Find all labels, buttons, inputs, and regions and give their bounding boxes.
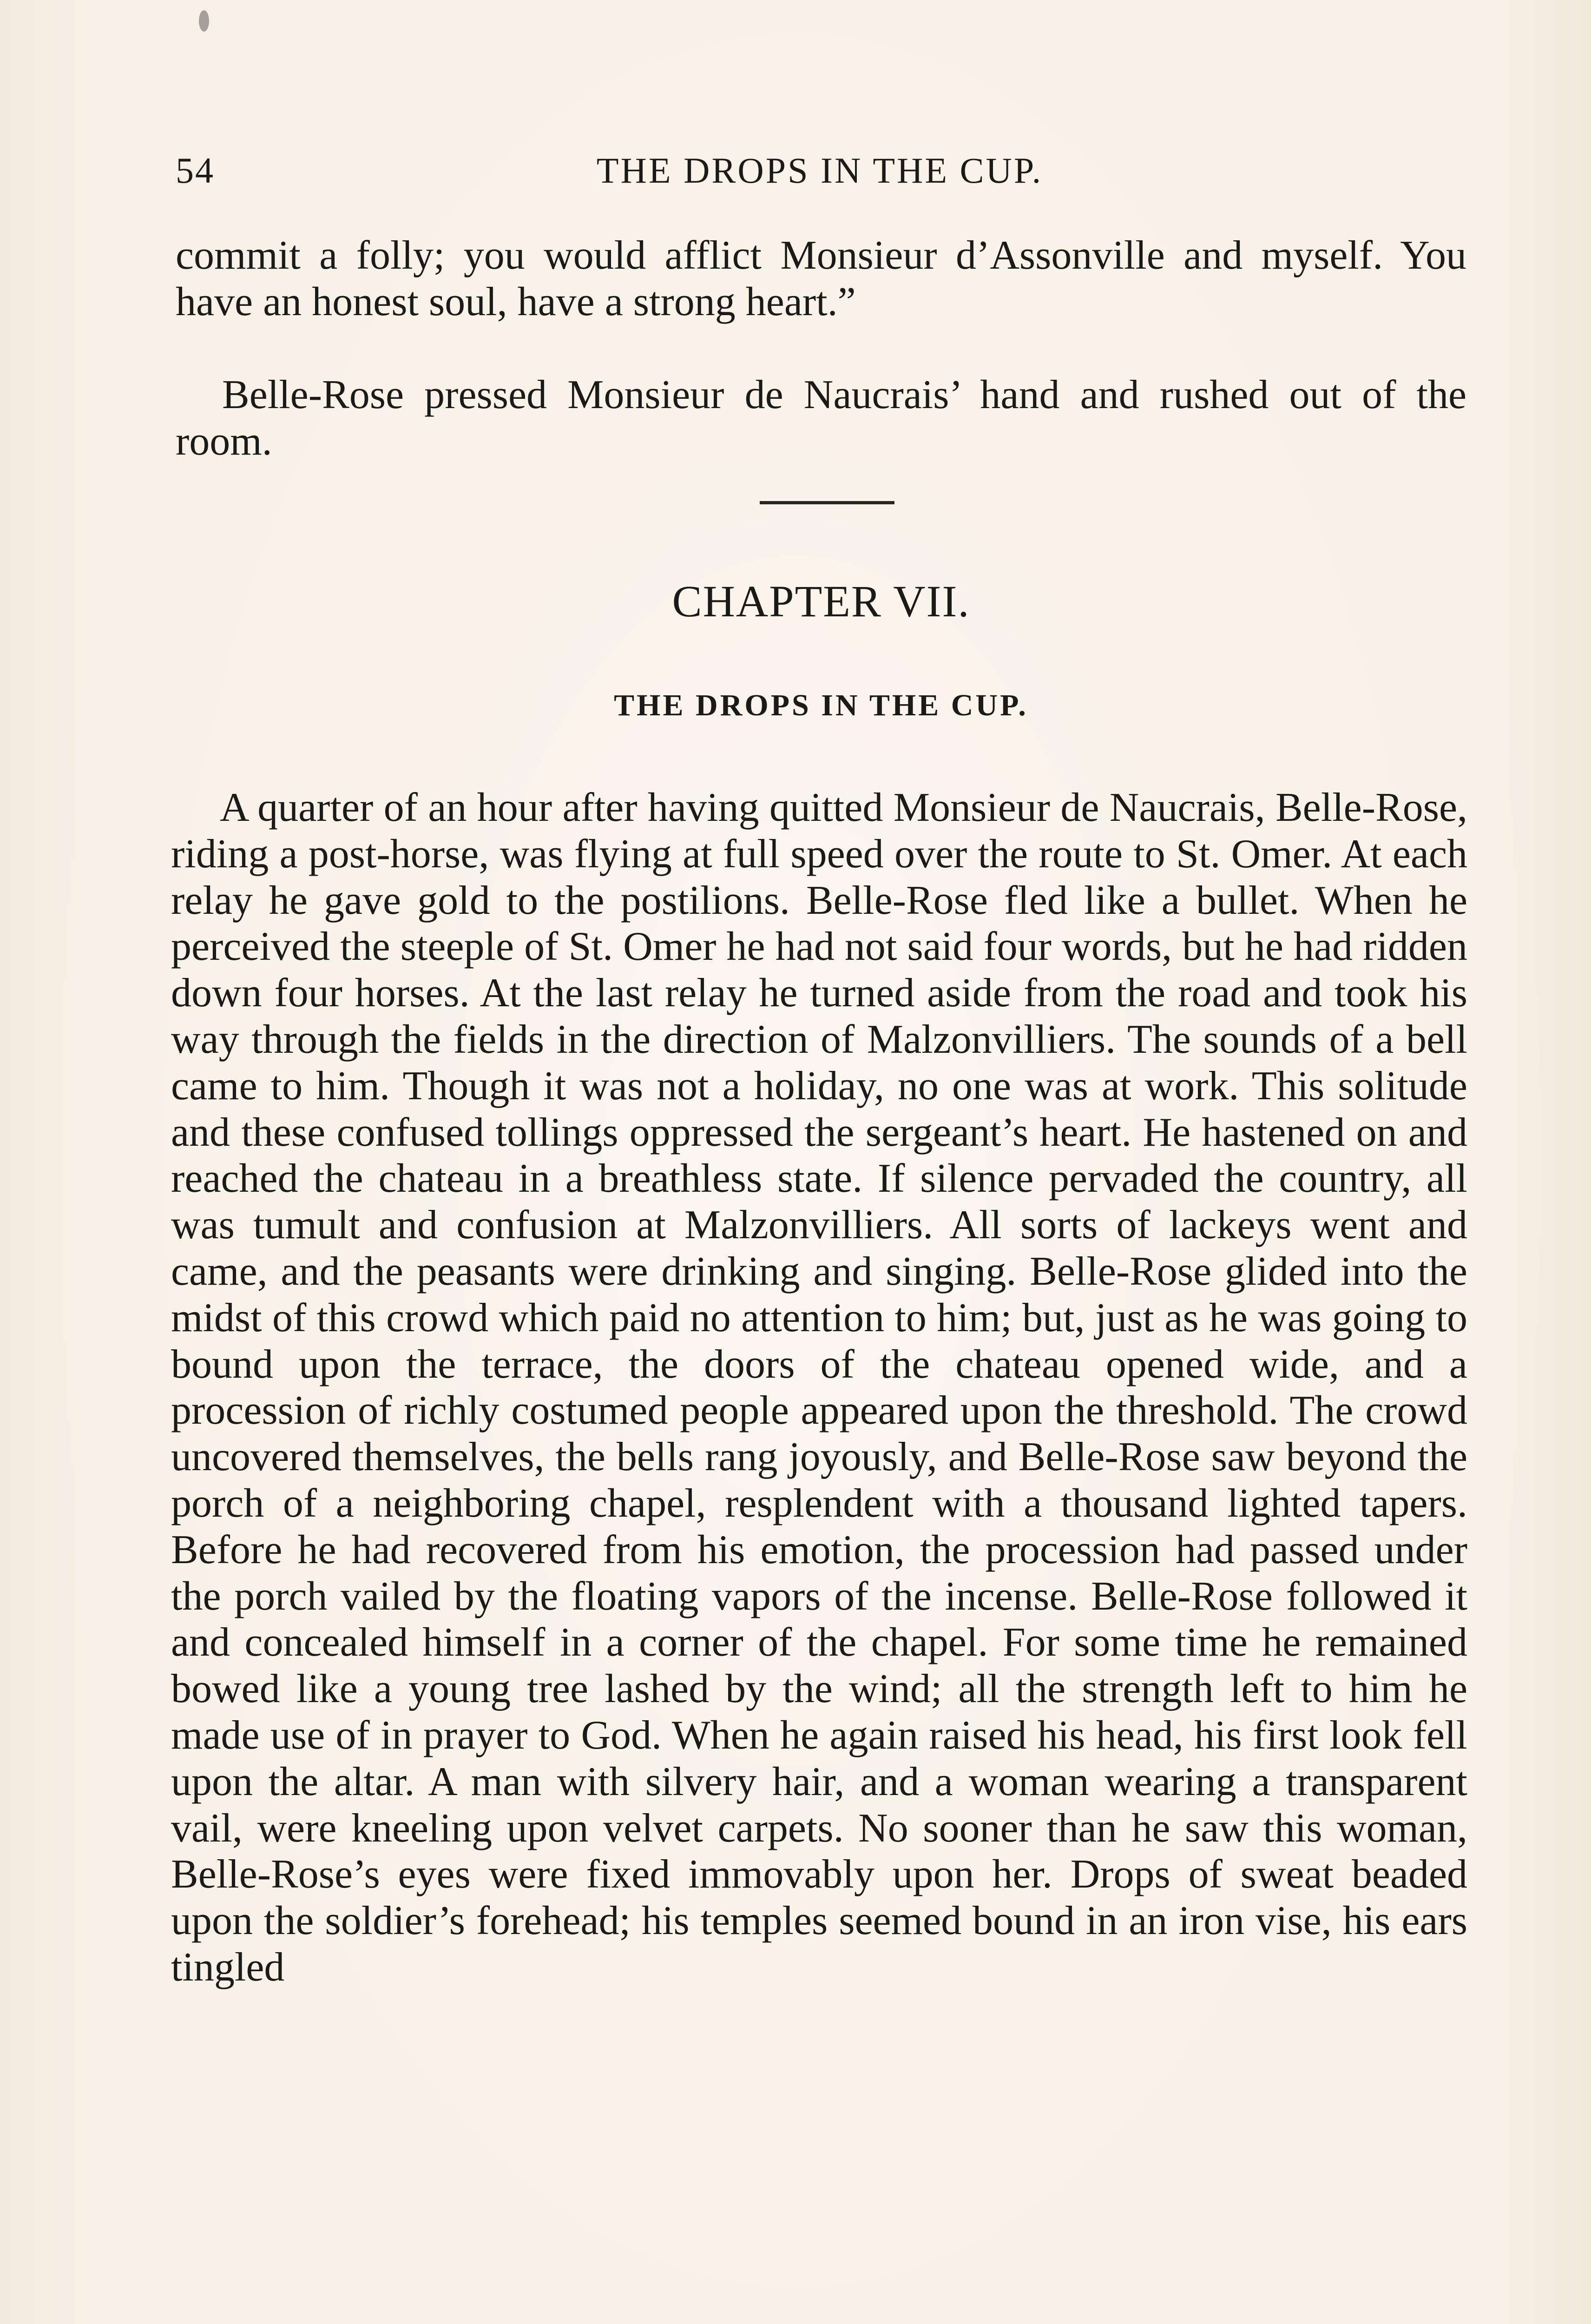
ink-smudge — [199, 10, 209, 32]
continued-paragraph: commit a folly; you would afflict Monsieur d’Assonville and myself. You have an honest soul, have a strong heart.” — [176, 233, 1466, 324]
chapter-subtitle: THE DROPS IN THE CUP. — [614, 688, 1028, 722]
chapter-heading: CHAPTER VII. — [672, 576, 970, 626]
section-divider — [760, 501, 894, 504]
paragraph: Belle-Rose pressed Monsieur de Naucrais’ hand and rushed out of the room. — [176, 372, 1466, 464]
body-paragraph: A quarter of an hour after having quitted Monsieur de Naucrais, Belle-Rose, riding a post-horse, was flying at full speed over the route to St. Omer. At each relay he gave gold to the postilions. Belle-Rose fled like a bullet. When he perceived the steeple of St. Omer he had not said four words, but he had ridden down four horses. At the last relay he turned aside from the road and took his way through the fields in the direction of Malzonvilliers. The sounds of a bell came to him. Though it was not a holiday, no one was at work. This solitude and these confused tollings oppressed the sergeant’s heart. He hastened on and reached the chateau in a breathless state. If silence pervaded the country, all was tumult and confusion at Malzonvilliers. All sorts of lackeys went and came, and the peasants were drinking and singing. Belle-Rose glided into the midst of this crowd which paid no attention to him; but, just as he was going to bound upon the terrace, the doors of the chateau opened wide, and a procession of richly costumed people appeared upon the threshold. The crowd uncovered themselves, the bells rang joyously, and Belle-Rose saw beyond the porch of a neighboring chapel, resplendent with a thousand lighted tapers. Before he had recovered from his emotion, the procession had passed under the porch vailed by the floating vapors of the incense. Belle-Rose followed it and concealed himself in a corner of the chapel. For some time he remained bowed like a young tree lashed by the wind; all the strength left to him he made use of in prayer to God. When he again raised his head, his first look fell upon the altar. A man with silvery hair, and a woman wearing a transparent vail, were kneeling upon velvet carpets. No sooner than he saw this woman, Belle-Rose’s eyes were fixed immovably upon her. Drops of sweat beaded upon the soldier’s forehead; his temples seemed bound in an iron vise, his ears tingled — [171, 785, 1467, 1990]
running-head — [176, 139, 1464, 191]
page-number: 54 — [176, 150, 215, 191]
running-title: THE DROPS IN THE CUP. — [596, 150, 1043, 191]
